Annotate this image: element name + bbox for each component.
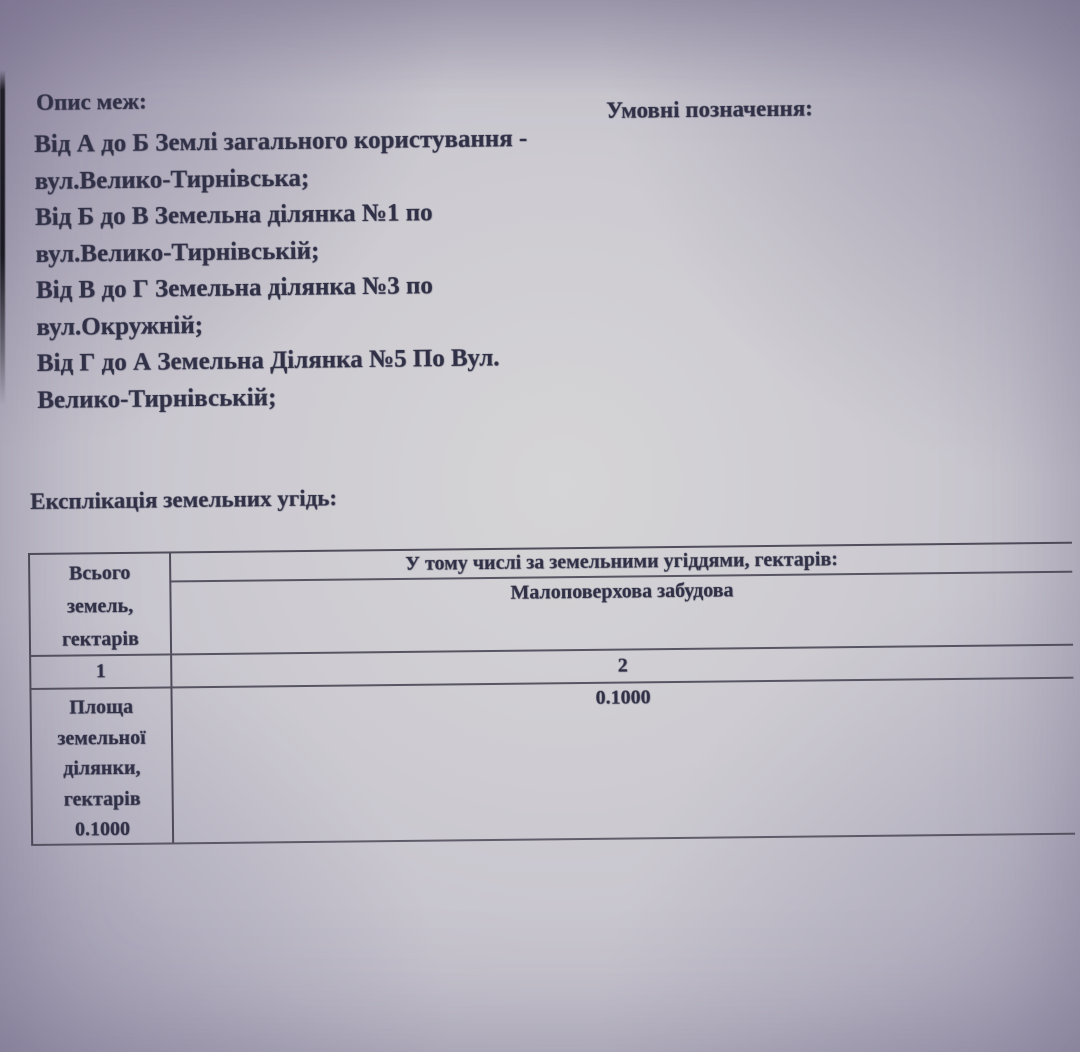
table-header-line: Всього [68, 561, 131, 585]
boundary-line: Від Б до В Земельна ділянка №1 по [34, 199, 433, 231]
boundary-line: Велико-Тирнівській; [37, 383, 277, 414]
table-header-line: гектарів [61, 627, 139, 651]
land-explication-table [28, 542, 1075, 846]
table-column-number-1: 1 [31, 653, 172, 688]
table-header-total-land [30, 553, 172, 655]
table-header-including: У тому числі за земельними угіддями, гектарів: [171, 544, 1072, 583]
table-cell-including-value: 0.1000 [172, 677, 1075, 843]
boundaries-section-title: Опис меж: [36, 88, 147, 115]
boundary-line: Від А до Б Землі загального користування - [34, 124, 528, 158]
table-subheader-land-use-type: Малоповерхова забудова [510, 579, 734, 604]
explication-section-title: Експлікація земельних угідь: [30, 485, 338, 514]
boundary-line: вул.Окружній; [36, 311, 204, 341]
table-cell-line: гектарів [63, 787, 141, 811]
legend-section-title: Умовні позначення: [606, 95, 814, 123]
table-cell-line: ділянки, [63, 756, 141, 780]
table-cell-line: земельної [57, 726, 146, 750]
boundary-line: Від В до Г Земельна ділянка №3 по [35, 272, 434, 304]
table-cell-plot-area [31, 686, 174, 844]
table-cell-line: 0.1000 [74, 817, 131, 841]
photo-edge-artifact [0, 70, 5, 405]
table-cell-line: Площа [69, 695, 134, 719]
boundary-line: вул.Велико-Тирнівська; [34, 164, 310, 195]
boundary-line: Від Г до А Земельна Ділянка №5 По Вул. [36, 344, 500, 377]
table-header-line: земель, [66, 594, 134, 618]
boundary-line: вул.Велико-Тирнівській; [35, 237, 320, 268]
boundaries-text-block [34, 119, 678, 419]
table-column-number-2: 2 [172, 644, 1073, 687]
